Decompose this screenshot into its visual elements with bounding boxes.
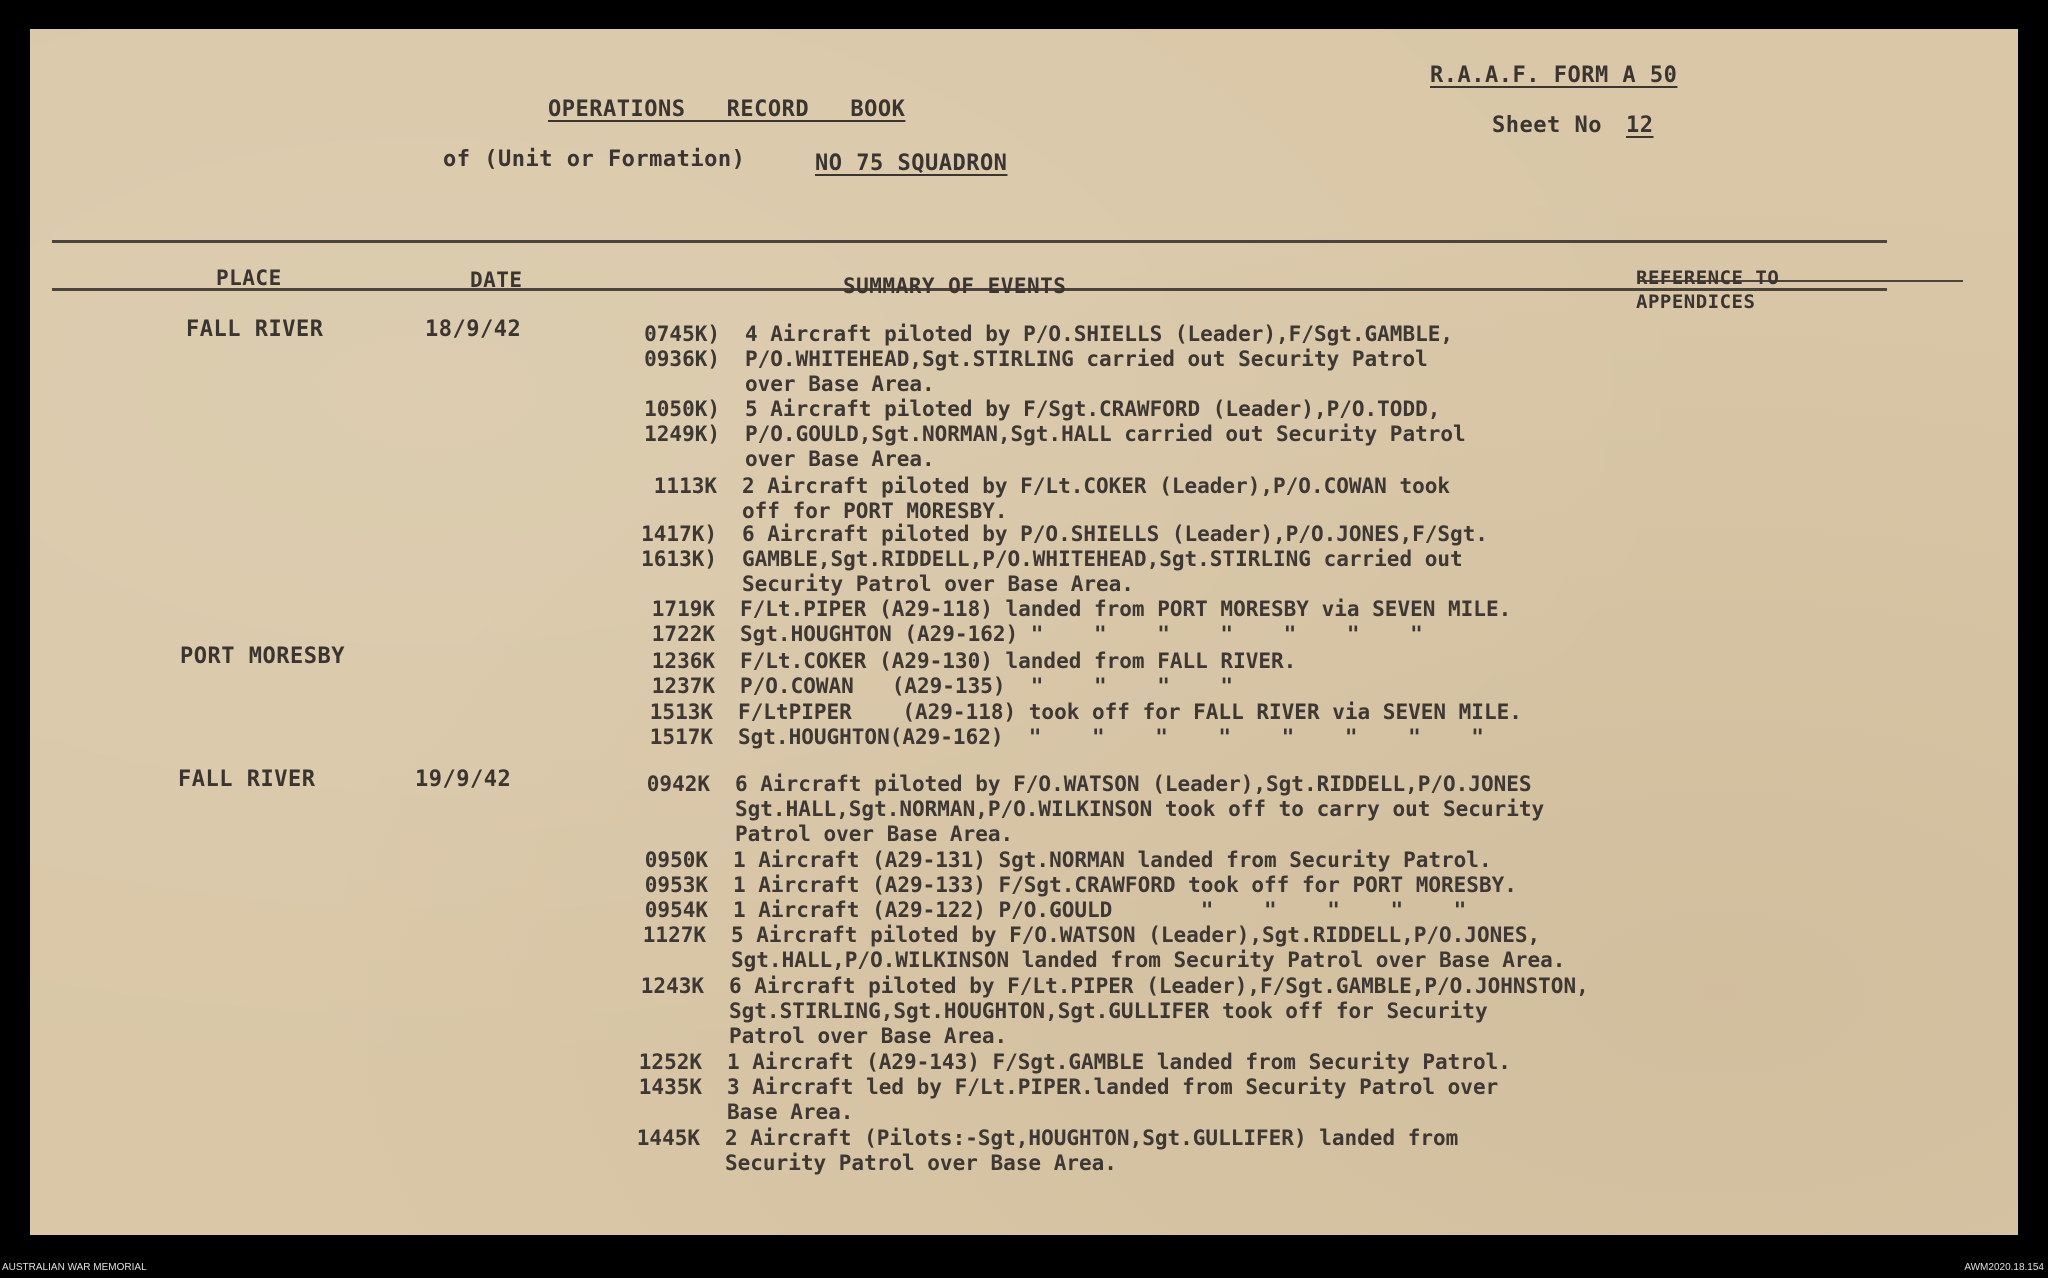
entry-text: 2 Aircraft piloted by F/Lt.COKER (Leader),P/O.COWAN took off for PORT MORESBY.: [742, 474, 1451, 523]
entry-time: 1127K: [642, 923, 706, 947]
entry-text: 1 Aircraft (A29-133) F/Sgt.CRAWFORD took off for PORT MORESBY.: [733, 873, 1517, 897]
sheet-number-text: 12: [1626, 113, 1654, 138]
entry-time: 0954K: [644, 898, 708, 922]
entry-time: 0745K) 0936K): [644, 322, 720, 371]
entry-text: 1 Aircraft (A29-122) P/O.GOULD " " " " ": [733, 898, 1467, 922]
entry-time: 0953K: [644, 873, 708, 897]
entry-time: 1252K: [638, 1050, 702, 1074]
entry-time: 1445K: [636, 1126, 700, 1150]
date-18-9-42: 18/9/42: [425, 317, 522, 342]
entry-text: 6 Aircraft piloted by F/O.WATSON (Leader),Sgt.RIDDELL,P/O.JONES Sgt.HALL,Sgt.NORMAN,P/O.WILKINSON took off to carry out Security Patrol over Base Area.: [735, 772, 1545, 846]
entry-time: 1513K 1517K: [649, 700, 713, 749]
entry-time: 1435K: [638, 1075, 702, 1099]
entry-text: 4 Aircraft piloted by P/O.SHIELLS (Leader),F/Sgt.GAMBLE, P/O.WHITEHEAD,Sgt.STIRLING carried out Security Patrol over Base Area.: [745, 322, 1454, 396]
sheet-number: [1626, 114, 1654, 138]
entry-text: F/Lt.PIPER (A29-118) landed from PORT MORESBY via SEVEN MILE. Sgt.HOUGHTON (A29-162) " " " " " " ": [740, 597, 1512, 646]
entry-text: 1 Aircraft (A29-131) Sgt.NORMAN landed from Security Patrol.: [733, 848, 1492, 872]
entry-text: F/Lt.COKER (A29-130) landed from FALL RIVER. P/O.COWAN (A29-135) " " " ": [740, 649, 1297, 698]
entry-text: 3 Aircraft led by F/Lt.PIPER.landed from Security Patrol over Base Area.: [727, 1075, 1499, 1124]
entry-text: 1 Aircraft (A29-143) F/Sgt.GAMBLE landed from Security Patrol.: [727, 1050, 1511, 1074]
entry-time: 1417K) 1613K): [641, 522, 717, 571]
footer-credit: AUSTRALIAN WAR MEMORIAL: [2, 1262, 147, 1273]
document-title: [548, 98, 905, 122]
entry-text: 6 Aircraft piloted by P/O.SHIELLS (Leader),P/O.JONES,F/Sgt. GAMBLE,Sgt.RIDDELL,P/O.WHITEHEAD,Sgt.STIRLING carried out Security Patrol over Base Area.: [742, 522, 1488, 596]
form-number: [1430, 64, 1677, 88]
entry-time: 1243K: [640, 974, 704, 998]
column-date: DATE: [470, 268, 523, 292]
column-place: PLACE: [216, 266, 282, 290]
unit-name: [815, 152, 1007, 176]
entry-text: 5 Aircraft piloted by F/O.WATSON (Leader),Sgt.RIDDELL,P/O.JONES, Sgt.HALL,P/O.WILKINSON landed from Security Patrol over Base Area.: [731, 923, 1566, 972]
entry-time: 1050K) 1249K): [644, 397, 720, 446]
entry-text: 6 Aircraft piloted by F/Lt.PIPER (Leader),F/Sgt.GAMBLE,P/O.JOHNSTON, Sgt.STIRLING,Sgt.HOUGHTON,Sgt.GULLIFER took off for Security Patrol over Base Area.: [729, 974, 1589, 1048]
form-number-text: R.A.A.F. FORM A 50: [1430, 63, 1678, 88]
entry-time: 0950K: [644, 848, 708, 872]
entry-time: 1719K 1722K: [651, 597, 715, 646]
column-reference: REFERENCE TO APPENDICES: [1636, 267, 1780, 313]
top-rule: [52, 240, 1887, 243]
date-19-9-42: 19/9/42: [415, 767, 512, 792]
place-fall-river-1: FALL RIVER: [186, 317, 324, 342]
entry-text: F/LtPIPER (A29-118) took off for FALL RIVER via SEVEN MILE. Sgt.HOUGHTON(A29-162) " " " " " " " ": [738, 700, 1522, 749]
document-title-text: OPERATIONS RECORD BOOK: [548, 97, 906, 122]
footer-accession: AWM2020.18.154: [1964, 1262, 2044, 1273]
sheet-label: Sheet No: [1492, 113, 1602, 138]
unit-label: of (Unit or Formation): [443, 147, 746, 172]
entry-text: 5 Aircraft piloted by F/Sgt.CRAWFORD (Leader),P/O.TODD, P/O.GOULD,Sgt.NORMAN,Sgt.HALL carried out Security Patrol over Base Area.: [745, 397, 1466, 471]
place-port-moresby: PORT MORESBY: [180, 644, 345, 669]
place-fall-river-2: FALL RIVER: [178, 767, 316, 792]
entry-text: 2 Aircraft (Pilots:-Sgt,HOUGHTON,Sgt.GULLIFER) landed from Security Patrol over Base Area.: [725, 1126, 1459, 1175]
entry-time: 1113K: [653, 474, 717, 498]
entry-time: 0942K: [646, 772, 710, 796]
column-summary: SUMMARY OF EVENTS: [843, 274, 1067, 298]
unit-name-text: NO 75 SQUADRON: [815, 151, 1008, 176]
entry-time: 1236K 1237K: [651, 649, 715, 698]
